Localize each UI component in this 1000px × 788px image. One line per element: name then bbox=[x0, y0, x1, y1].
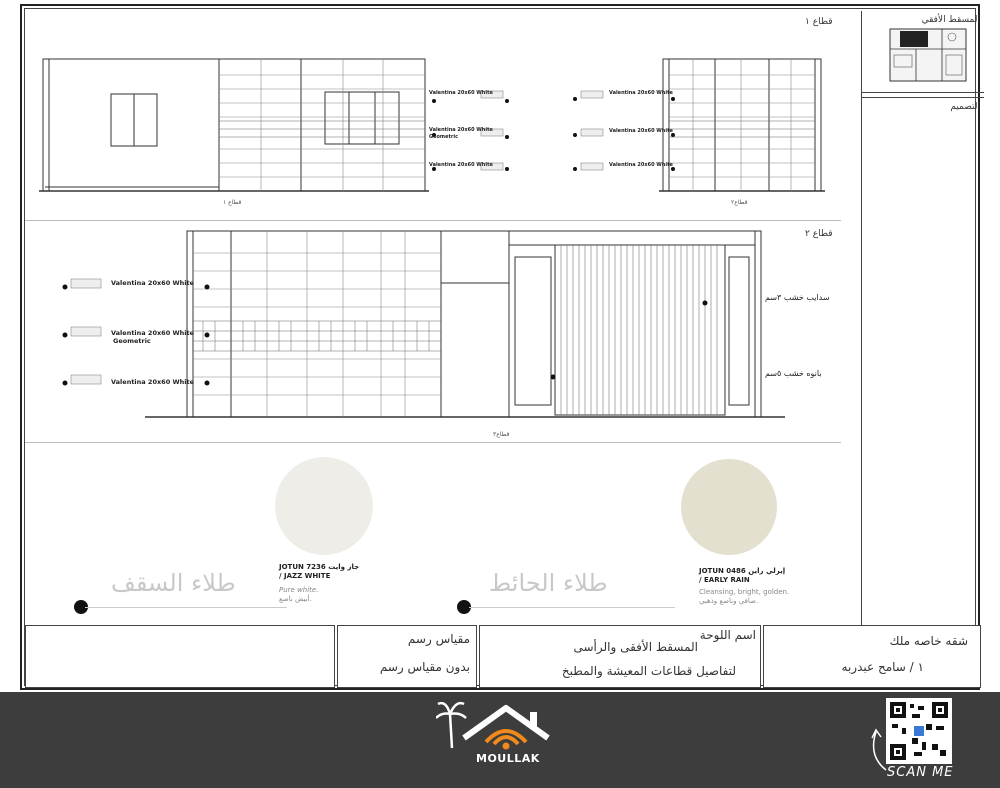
wall-paint-desc: Cleansing, bright, golden. bbox=[699, 588, 790, 596]
key-plan-label: المسقط الأفقي bbox=[921, 15, 980, 25]
wall-paint-desc-ar: صافي وناصع وذهبي. bbox=[699, 597, 759, 605]
title-block-scale bbox=[337, 625, 477, 688]
drawing-sheet bbox=[20, 4, 980, 690]
elevation-drawing-1-2 bbox=[25, 9, 841, 221]
panel-paint bbox=[25, 445, 841, 623]
ceiling-leader-line bbox=[85, 607, 287, 608]
ceiling-paint-code: JOTUN 7236 جاز وايت bbox=[279, 563, 360, 571]
design-box bbox=[862, 97, 984, 112]
tile-label: Valentina 20x60 White bbox=[111, 279, 195, 287]
section-1-label: قطاع ١ bbox=[805, 17, 833, 27]
moullak-logo-icon bbox=[436, 698, 566, 758]
wall-paint-code: JOTUN 0486 إيرلي راين bbox=[699, 567, 786, 575]
scale-label: مقياس رسم bbox=[407, 632, 470, 646]
tile-geo-label-2: Geometric bbox=[429, 134, 459, 140]
ceiling-paint-title: طلاء السقف bbox=[111, 569, 236, 597]
sheet-side-column bbox=[861, 11, 983, 626]
section-3-caption: قطاع٣ bbox=[493, 431, 510, 438]
sheet-name-label: اسم اللوحة bbox=[699, 628, 756, 642]
tile-label: Valentina 20x60 White bbox=[609, 162, 673, 168]
design-label: التصميم bbox=[950, 102, 980, 112]
ceiling-paint-name: / JAZZ WHITE bbox=[279, 572, 331, 580]
brand-name: MOULLAK bbox=[476, 752, 540, 765]
key-plan-thumbnail bbox=[886, 25, 976, 87]
tile-label: Valentina 20x60 White bbox=[111, 378, 195, 386]
brand-footer bbox=[0, 692, 1000, 788]
project-owner: ١ / سامح عبدربه bbox=[841, 660, 924, 674]
sheet-frame bbox=[24, 8, 980, 686]
tile-label: Valentina 20x60 White bbox=[429, 90, 493, 96]
section-1-caption: قطاع ١ bbox=[223, 199, 242, 206]
wood-strips-label: سدايب خشب ٣سم bbox=[765, 293, 830, 302]
title-block-project bbox=[763, 625, 981, 688]
scan-me-label: SCAN ME bbox=[887, 765, 954, 780]
wall-paint-name: / EARLY RAIN bbox=[699, 576, 750, 584]
section-2-label: قطاع ٢ bbox=[805, 229, 833, 239]
tile-geo-label: Valentina 20x60 White bbox=[111, 329, 195, 337]
scale-value: بدون مقياس رسم bbox=[379, 660, 470, 674]
key-plan-box bbox=[862, 11, 984, 93]
sheet-name-line-1: المسقط الأفقى والرأسى bbox=[573, 640, 698, 654]
section-2-caption: قطاع٢ bbox=[731, 199, 748, 206]
title-block-sheet-name bbox=[479, 625, 761, 688]
ceiling-color-swatch bbox=[275, 457, 373, 555]
panel-sections-1-2 bbox=[25, 9, 841, 221]
sheet-name-line-2: لتفاصيل قطاعات المعيشة والمطبخ bbox=[561, 664, 736, 678]
wall-leader-line bbox=[469, 607, 675, 608]
ceiling-paint-desc-ar: أبيض ناصع. bbox=[279, 595, 312, 603]
project-title: شقه خاصه ملك bbox=[889, 634, 968, 648]
tile-label: Valentina 20x60 White bbox=[609, 90, 673, 96]
wall-paint-title: طلاء الحائط bbox=[489, 569, 608, 597]
wall-color-swatch bbox=[681, 459, 777, 555]
panel-section-3 bbox=[25, 223, 841, 443]
title-block-blank bbox=[25, 625, 335, 688]
tile-geo-label-2: Geometric bbox=[113, 337, 151, 345]
wood-panel-label: بانوه خشب ٥سم bbox=[765, 369, 822, 378]
tile-geo-label: Valentina 20x60 White bbox=[609, 128, 673, 134]
ceiling-paint-desc: Pure white. bbox=[279, 586, 319, 594]
tile-label: Valentina 20x60 White bbox=[429, 162, 493, 168]
qr-code-icon[interactable] bbox=[886, 698, 956, 764]
tile-geo-label: Valentina 20x60 White bbox=[429, 127, 493, 133]
